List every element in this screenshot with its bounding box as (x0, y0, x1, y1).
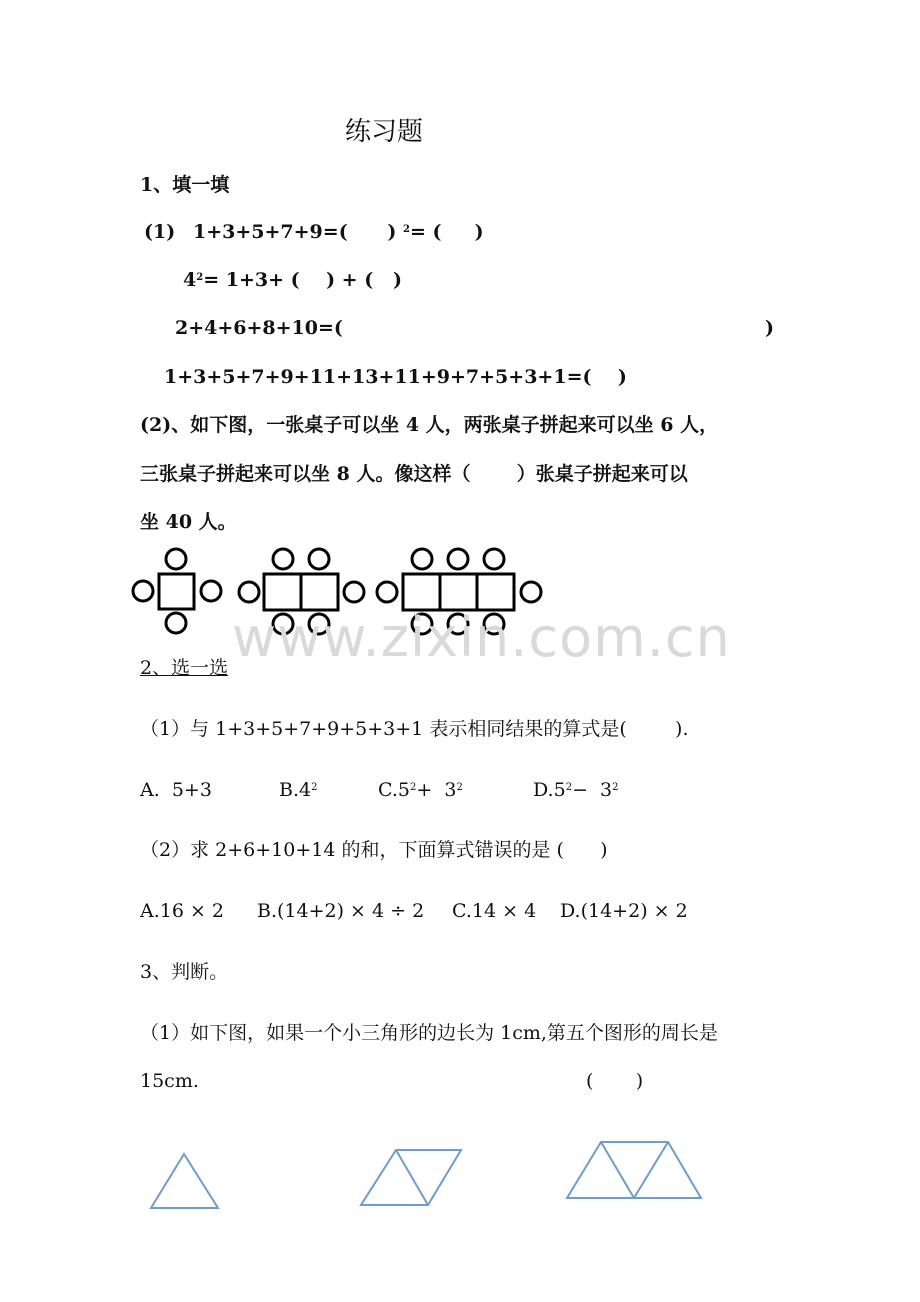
question-2-2-option-a: A.16 × 2 (140, 900, 225, 922)
chair (521, 582, 541, 602)
question-1-2-line-2: 三张桌子拼起来可以坐 8 人。像这样（ ）张桌子拼起来可以 (140, 463, 688, 485)
section-3-heading: 3、判断。 (140, 961, 229, 983)
option-c-mid: + 3 (416, 779, 457, 801)
chair (412, 549, 432, 569)
question-2-1-option-d (533, 778, 619, 802)
section-2-heading: 2、选一选 (140, 657, 229, 679)
expr-a: 1+3+5+7+9=( ) (193, 221, 397, 243)
question-3-1-line-1: （1）如下图，如果一个小三角形的边长为 1cm,第五个图形的周长是 (140, 1022, 718, 1044)
question-2-2-option-c: C.14 × 4 (452, 900, 537, 922)
question-1-2-line-3: 坐 40 人。 (140, 511, 237, 533)
question-3-1-answer-paren: ( ) (586, 1070, 644, 1092)
question-2-1: （1）与 1+3+5+7+9+5+3+1 表示相同结果的算式是( ). (140, 718, 689, 740)
triangle-figure-3 (567, 1142, 701, 1198)
option-c-text: C.5 (378, 779, 410, 801)
question-3-1-line-2: 15cm. (140, 1070, 199, 1092)
superscript: 2 (311, 782, 318, 793)
chair (166, 613, 186, 633)
superscript: 2 (410, 782, 417, 793)
table-3c (477, 574, 514, 610)
section-1-heading: 1、填一填 (140, 174, 230, 196)
question-2-1-option-b (279, 778, 317, 802)
question-1-1-line-c: 2+4+6+8+10=( (175, 317, 343, 339)
option-d-mid: − 3 (572, 779, 613, 801)
superscript: 2 (456, 782, 463, 793)
table-1 (159, 574, 194, 609)
expr-b: = 1+3+ ( ) + ( ) (203, 269, 403, 291)
question-2-2-option-d: D.(14+2) × 2 (560, 900, 688, 922)
table-2b (301, 574, 338, 610)
question-2-2: （2）求 2+6+10+14 的和，下面算式错误的是 ( ) (140, 839, 608, 861)
chair (273, 549, 293, 569)
question-2-1-option-a: A. 5+3 (140, 779, 212, 801)
triangle-figure-2-diagonal (396, 1150, 428, 1205)
base: 4 (183, 269, 197, 291)
chair (201, 581, 221, 601)
chair (448, 549, 468, 569)
question-1-1-label: (1) (144, 221, 176, 243)
table-3a (403, 574, 440, 610)
page-title: 练习题 (345, 117, 424, 147)
watermark: www.zixin.com.cn (232, 606, 731, 669)
triangle-figure-1 (151, 1154, 218, 1208)
option-b-text: B.4 (279, 779, 312, 801)
superscript: 2 (565, 782, 573, 793)
expr-a-tail: = ( ) (409, 221, 484, 243)
chair (344, 582, 364, 602)
option-d-text: D.5 (533, 779, 566, 801)
triangle-figure-3-diagonal-2 (634, 1142, 668, 1198)
chair (239, 582, 259, 602)
chair (309, 549, 329, 569)
table-3b (440, 574, 477, 610)
table-2a (264, 574, 301, 610)
chair (133, 581, 153, 601)
superscript: 2 (196, 272, 204, 283)
chair (484, 549, 504, 569)
chair (166, 549, 186, 569)
question-1-1-line-c-close: ) (765, 317, 774, 339)
chair (377, 582, 397, 602)
superscript: 2 (403, 224, 410, 235)
question-1-2-line-1: (2)、如下图，一张桌子可以坐 4 人，两张桌子拼起来可以坐 6 人， (140, 414, 719, 436)
superscript: 2 (612, 782, 619, 793)
triangle-figure-3-diagonal-1 (601, 1142, 634, 1198)
question-2-1-option-c (378, 778, 463, 802)
question-2-2-option-b: B.(14+2) × 4 ÷ 2 (257, 900, 425, 922)
question-1-1-line-d: 1+3+5+7+9+11+13+11+9+7+5+3+1=( ) (164, 366, 627, 388)
